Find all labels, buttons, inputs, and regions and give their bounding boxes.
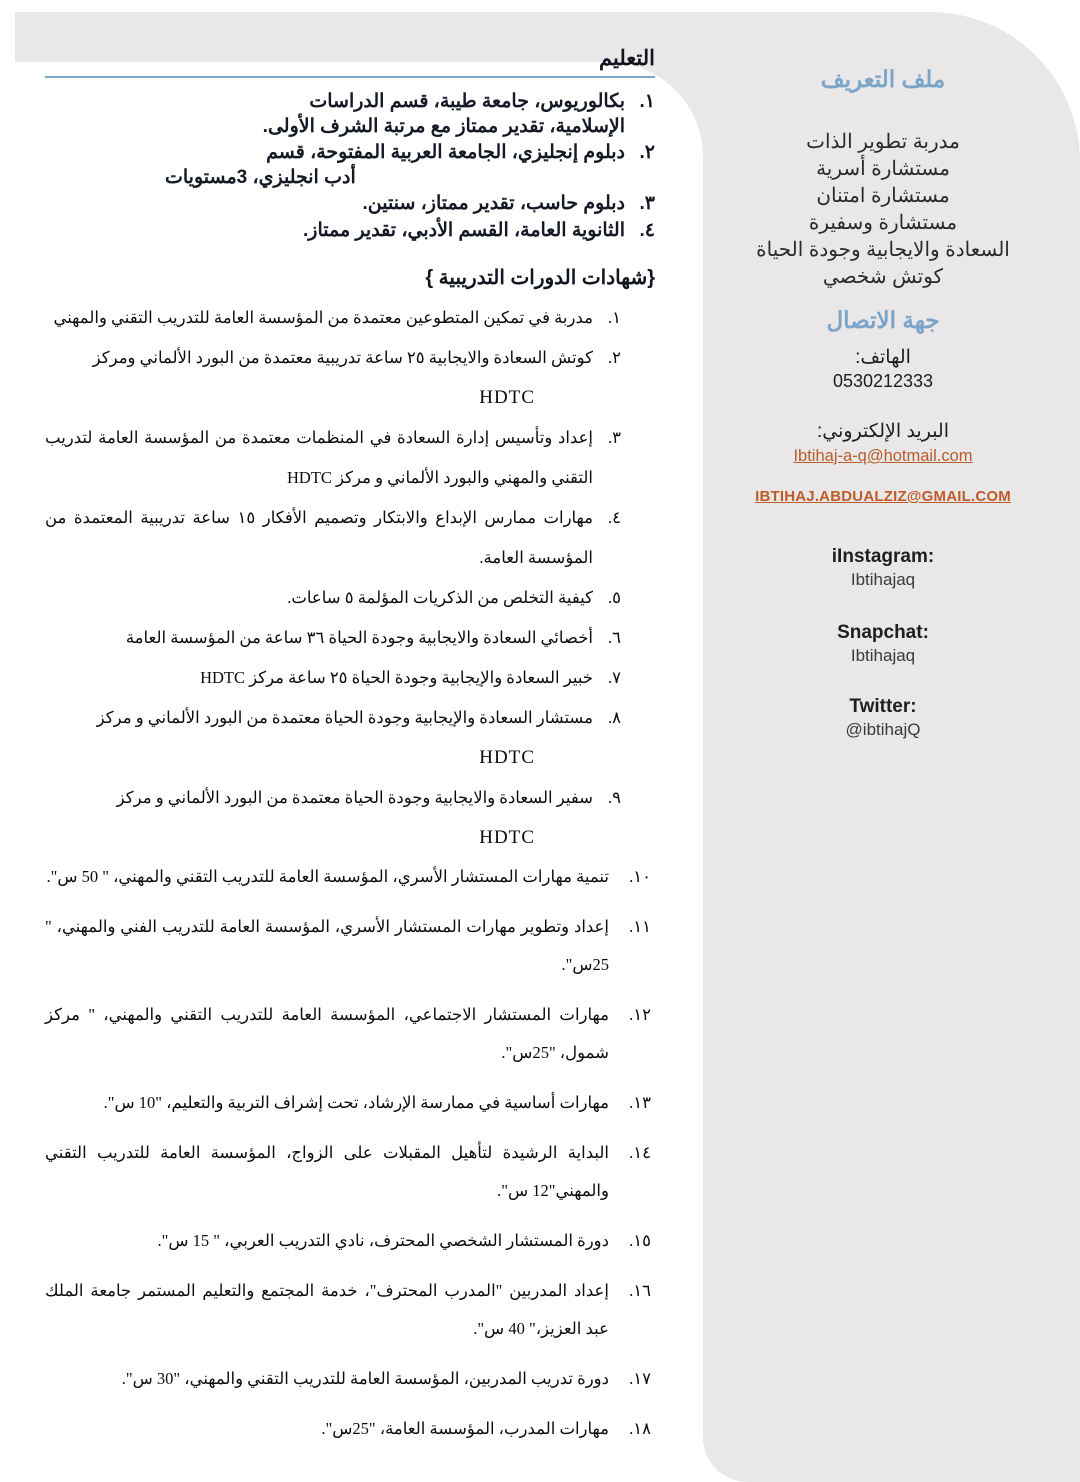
certificates-title: {شهادات الدورات التدريبية } [425, 267, 655, 289]
main-content [45, 46, 655, 1460]
snapchat-handle[interactable]: Ibtihajaq [850, 646, 916, 665]
role-item: مستشارة امتنان [816, 185, 950, 207]
certificate-text: مهارات المستشار الاجتماعي، المؤسسة العامة للتدريب التقني والمهني، " مركز شمول، "25س". [45, 1005, 609, 1062]
item-number: ١٥. [629, 1231, 651, 1250]
item-number: ٢. [639, 142, 655, 163]
certificate-item [45, 498, 655, 578]
certificate-item [45, 1134, 655, 1210]
certificate-item [45, 578, 655, 618]
item-number: ١٨. [629, 1419, 651, 1438]
certificate-item [45, 698, 655, 778]
contact-title: جهة الاتصال [826, 307, 940, 333]
education-line: الثانوية العامة، القسم الأدبي، تقدير ممتاز. [303, 219, 625, 241]
education-item [45, 90, 655, 139]
snapchat-label: Snapchat: [837, 622, 929, 643]
education-item [45, 192, 655, 217]
item-number: ٤. [608, 508, 621, 527]
certificate-item [45, 908, 655, 984]
profile-title: ملف التعريف [820, 66, 946, 92]
item-number: ١٧. [629, 1369, 651, 1388]
item-number: ١٤. [629, 1143, 651, 1162]
item-number: ١١. [629, 917, 651, 936]
role-item: مدربة تطوير الذات [806, 131, 960, 153]
education-title: التعليم [45, 46, 655, 78]
certificate-text: تنمية مهارات المستشار الأسري، المؤسسة العامة للتدريب التقني والمهني، " 50 س". [46, 867, 609, 886]
certificate-text: مستشار السعادة والإيجابية وجودة الحياة معتمدة من البورد الألماني و مركز [96, 708, 593, 727]
item-number: ٤. [639, 219, 655, 241]
role-item: مستشارة أسرية [816, 158, 950, 180]
certificate-text: أخصائي السعادة والايجابية وجودة الحياة ٣٦ ساعة من المؤسسة العامة [125, 628, 593, 647]
certificate-item [45, 338, 655, 418]
role-item: كوتش شخصي [822, 266, 944, 288]
item-number: ١٠. [629, 867, 651, 886]
certificate-text: إعداد وتطوير مهارات المستشار الأسري، المؤسسة العامة للتدريب الفني والمهني، " 25س". [45, 917, 609, 974]
certificate-item [45, 778, 655, 858]
certificate-item [45, 298, 655, 338]
education-line: بكالوريوس، جامعة طيبة، قسم الدراسات [309, 91, 625, 112]
certificate-text: مهارات المدرب، المؤسسة العامة، "25س". [321, 1419, 609, 1438]
profile-sidebar [703, 0, 1063, 1482]
item-number: ١٢. [629, 1005, 651, 1024]
certificate-text: كيفية التخلص من الذكريات المؤلمة ٥ ساعات. [287, 588, 593, 607]
item-number: ١. [608, 308, 621, 327]
email-link-primary[interactable]: Ibtihaj-a-q@hotmail.com [793, 447, 973, 465]
certificate-text: البداية الرشيدة لتأهيل المقبلات على الزواج، المؤسسة العامة للتدريب التقني والمهني"12 س". [45, 1143, 609, 1200]
certificate-text: كوتش السعادة والايجابية ٢٥ ساعة تدريبية معتمدة من البورد الألماني ومركز [92, 348, 593, 367]
item-number: ٧. [608, 668, 621, 687]
certificate-text: خبير السعادة والإيجابية وجودة الحياة ٢٥ ساعة مركز HDTC [200, 668, 593, 687]
item-number: ٦. [608, 628, 621, 647]
certificate-item [45, 1084, 655, 1122]
item-number: ١٣. [629, 1093, 651, 1112]
roles-list [703, 129, 1063, 291]
certificate-item [45, 1272, 655, 1348]
instagram-handle[interactable]: Ibtihajaq [850, 570, 916, 589]
twitter-handle[interactable]: @ibtihajQ [845, 720, 921, 739]
education-item [45, 219, 655, 244]
certificate-text: دورة المستشار الشخصي المحترف، نادي التدريب العربي، " 15 س". [157, 1231, 609, 1250]
item-number: ٥. [608, 588, 621, 607]
role-item: السعادة والايجابية وجودة الحياة [756, 239, 1010, 261]
certificate-text: مهارات أساسية في ممارسة الإرشاد، تحت إشراف التربية والتعليم، "10 س". [103, 1093, 609, 1112]
certificate-text: مهارات ممارس الإبداع والابتكار وتصميم الأفكار ١٥ ساعة تدريبية المعتمدة من المؤسسة العامة. [45, 508, 594, 567]
certificate-item [45, 1360, 655, 1398]
twitter-label: Twitter: [849, 696, 917, 717]
phone-label: الهاتف: [855, 347, 911, 368]
instagram-label: iInstagram: [831, 546, 935, 567]
item-number: ٨. [608, 708, 621, 727]
email-link-secondary[interactable]: IBTIHAJ.ABDUALZIZ@GMAIL.COM [755, 488, 1011, 505]
certificate-item [45, 1222, 655, 1260]
education-line: الإسلامية، تقدير ممتاز مع مرتبة الشرف الأولى. [262, 115, 625, 137]
certificate-item [45, 658, 655, 698]
certificate-text: سفير السعادة والايجابية وجودة الحياة معتمدة من البورد الألماني و مركز [116, 788, 593, 807]
item-number: ٣. [608, 428, 621, 447]
certificate-text: مدربة في تمكين المتطوعين معتمدة من المؤسسة العامة للتدريب التقني والمهني [53, 308, 593, 327]
certificate-item [45, 996, 655, 1072]
item-number: ٩. [608, 788, 621, 807]
item-number: ٣. [639, 193, 655, 214]
certificate-item [45, 1410, 655, 1448]
item-number: ١٦. [629, 1281, 651, 1300]
item-number: ١. [639, 91, 655, 112]
certificate-item [45, 858, 655, 896]
certificate-text: إعداد المدربين "المدرب المحترف"، خدمة المجتمع والتعليم المستمر جامعة الملك عبد العزيز،" 40 س". [45, 1281, 609, 1338]
certificate-text: إعداد وتأسيس إدارة السعادة في المنظمات معتمدة من المؤسسة العامة لتدريب التقني والمهني والبورد الألماني و مركز HDTC [45, 428, 593, 487]
certificate-item [45, 618, 655, 658]
role-item: مستشارة وسفيرة [808, 212, 958, 234]
education-list [45, 90, 655, 243]
education-line: دبلوم حاسب، تقدير ممتاز، سنتين. [362, 193, 625, 214]
phone-number: 0530212333 [832, 371, 934, 391]
education-line: دبلوم إنجليزي، الجامعة العربية المفتوحة، قسم [266, 142, 625, 163]
hdtc-label: HDTC [479, 747, 535, 768]
education-line: أدب انجليزي، 3مستويات [165, 166, 356, 188]
certificate-text: دورة تدريب المدربين، المؤسسة العامة للتدريب التقني والمهني، "30 س". [121, 1369, 609, 1388]
education-item [45, 141, 655, 190]
certificate-item [45, 418, 655, 498]
email-label: البريد الإلكتروني: [816, 421, 950, 442]
item-number: ٢. [608, 348, 621, 367]
certificates-list [45, 298, 655, 1448]
hdtc-label: HDTC [479, 387, 535, 408]
hdtc-label: HDTC [479, 827, 535, 848]
